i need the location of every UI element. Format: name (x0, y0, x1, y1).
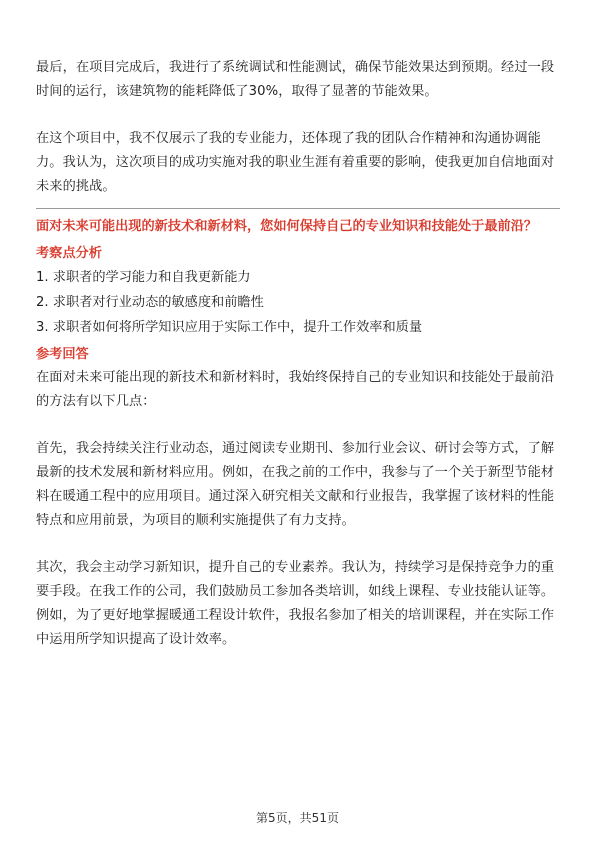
analysis-list (36, 265, 560, 340)
paragraph-reflection: 在这个项目中，我不仅展示了我的专业能力，还体现了我的团队合作精神和沟通协调能力。我认为，这次项目的成功实施对我的职业生涯有着重要的影响，使我更加自信地面对未来的挑战。 (36, 131, 555, 194)
section-divider (36, 208, 560, 209)
answer-intro: 在面对未来可能出现的新技术和新材料时，我始终保持自己的专业知识和技能处于最前沿的方法有以下几点： (36, 370, 555, 409)
document-page (36, 56, 560, 652)
analysis-item: 1. 求职者的学习能力和自我更新能力 (36, 270, 251, 285)
analysis-heading: 考察点分析 (36, 246, 102, 261)
answer-paragraph-second: 其次，我会主动学习新知识，提升自己的专业素养。我认为，持续学习是保持竞争力的重要手段。在我工作的公司，我们鼓励员工参加各类培训，如线上课程、专业技能认证等。例如，为了更好地掌握暖通工程设计软件，我报名参加了相关的培训课程，并在实际工作中运用所学知识提高了设计效率。 (36, 560, 555, 647)
analysis-item: 3. 求职者如何将所学知识应用于实际工作中，提升工作效率和质量 (36, 320, 423, 335)
analysis-item: 2. 求职者对行业动态的敏感度和前瞻性 (36, 295, 264, 310)
answer-heading: 参考回答 (36, 347, 89, 362)
answer-paragraph-first: 首先，我会持续关注行业动态，通过阅读专业期刊、参加行业会议、研讨会等方式，了解最新的技术发展和新材料应用。例如，在我之前的工作中，我参与了一个关于新型节能材料在暖通工程中的应用项目。通过深入研究相关文献和行业报告，我掌握了该材料的性能特点和应用前景，为项目的顺利实施提供了有力支持。 (36, 441, 555, 528)
paragraph-conclusion: 最后，在项目完成后，我进行了系统调试和性能测试，确保节能效果达到预期。经过一段时间的运行，该建筑物的能耗降低了30%，取得了显著的节能效果。 (36, 60, 555, 99)
page-number: 第5页，共51页 (256, 811, 339, 825)
interview-question: 面对未来可能出现的新技术和新材料，您如何保持自己的专业知识和技能处于最前沿？ (36, 219, 538, 234)
